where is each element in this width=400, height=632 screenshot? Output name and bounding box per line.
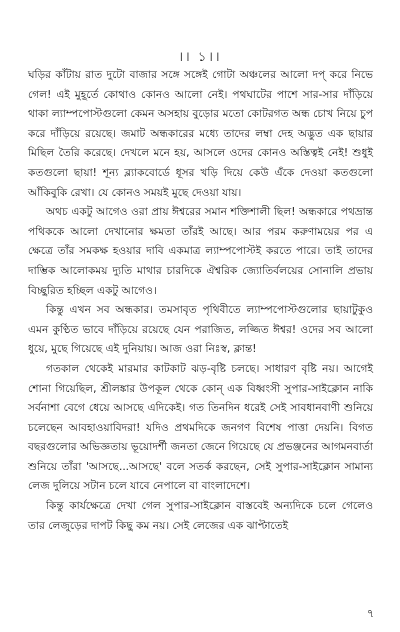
paragraph-4: গতকাল থেকেই মারমার কাটকাট ঝড়-বৃষ্টি চলছে। সাধারণ বৃষ্টি নয়। আগেই শোনা গিয়েছিল, শ্রীলঙ্কার উপকূল থেকে কোন্ এক বিধ্বংসী সুপার-সাইক্লোন নাকি সর্বনাশা বেগে ধেয়ে আসছে এদিকেই। গত তিনদিন ধরেই সেই সাবধানবাণী শুনিয়ে চলেছেন আবহাওয়াবিদরা! যদিও প্রথমদিকে জনগণ বিশেষ পাত্তা দেয়নি। বিগত বছরগুলোর অভিজ্ঞতায় ভূয়োদর্শী জনতা জেনে গিয়েছে যে প্রভঞ্জনের আগমনবার্তা শুনিয়ে তাঁরা 'আসছে...আসছে' বলে সতর্ক করছেন, সেই সুপার-সাইক্লোন সামান্য লেজ দুলিয়ে সটান চলে যাবে নেপালে বা বাংলাদেশে। — [28, 362, 373, 493]
paragraph-3: কিন্তু এখন সব অন্ধকার। তমসাবৃত পৃথিবীতে ল্যাম্পপোস্টগুলোর ছায়াটুকুও এমন কুণ্ঠিত ভাবে দাঁড়িয়ে রয়েছে যেন পরাজিত, লজ্জিত ঈশ্বর! ওদের সব আলো ধুয়ে, মুছে গিয়েছে এই দুনিয়ায়। আজ ওরা নিঃস্ব, ক্লান্ত! — [28, 304, 373, 356]
body-text — [28, 66, 373, 536]
chapter-number: ।। ১।। — [178, 50, 222, 65]
paragraph-2: অথচ একটু আগেও ওরা প্রায় ঈশ্বরের সমান শক্তিশালী ছিল! অন্ধকারে পথভ্রান্ত পথিককে আলো দেখানোর ক্ষমতা তাঁরই আছে। আর পরম করুণাময়ের পর এ ক্ষেত্রে তাঁর সমকক্ষ হওয়ার দাবি একমাত্র ল্যাম্পপোস্টই করতে পারে। তাই তাদের দাম্ভিক আলোকময় দ্যুতি মাথার চারদিকে ঐশ্বরিক জ্যোতির্বলয়ের সোনালি প্রভায় বিচ্ছুরিত হচ্ছিল একটু আগেও। — [28, 206, 373, 297]
paragraph-1: ঘড়ির কাঁটায় রাত দুটো বাজার সঙ্গে সঙ্গেই গোটা অঞ্চলের আলো দপ্ করে নিভে গেল! এই মুহূর্তে কোথাও কোনও আলো নেই। পথঘাটের পাশে সার-সার দাঁড়িয়ে থাকা ল্যাম্পপোস্টগুলো কেমন অসহায় বুড়োর মতো কোটরগত অন্ধ চোখ নিয়ে চুপ করে দাঁড়িয়ে রয়েছে। জমাট অন্ধকারের মধ্যে তাদের লম্বা দেহ অদ্ভুত এক ছায়ার মিছিল তৈরি করেছে। দেখলে মনে হয়, আসলে ওদের কোনও অস্তিত্বই নেই! শুধুই কতগুলো ছায়া! শূন্য ব্ল্যাকবোর্ডে ধূসর খড়ি দিয়ে কেউ এঁকে দেওয়া কতগুলো আঁকিবুকি রেখা। যে কোনও সময়ই মুছে দেওয়া যায়। — [28, 69, 373, 199]
page-number: ৭ — [366, 607, 374, 620]
paragraph-5: কিন্তু কার্যক্ষেত্রে দেখা গেল সুপার-সাইক্লোন বাস্তবেই অন্যদিকে চলে গেলেও তার লেজুড়ের দাপট কিছু কম নয়। সেই লেজের এক ঝাপ্টাতেই — [28, 500, 373, 532]
